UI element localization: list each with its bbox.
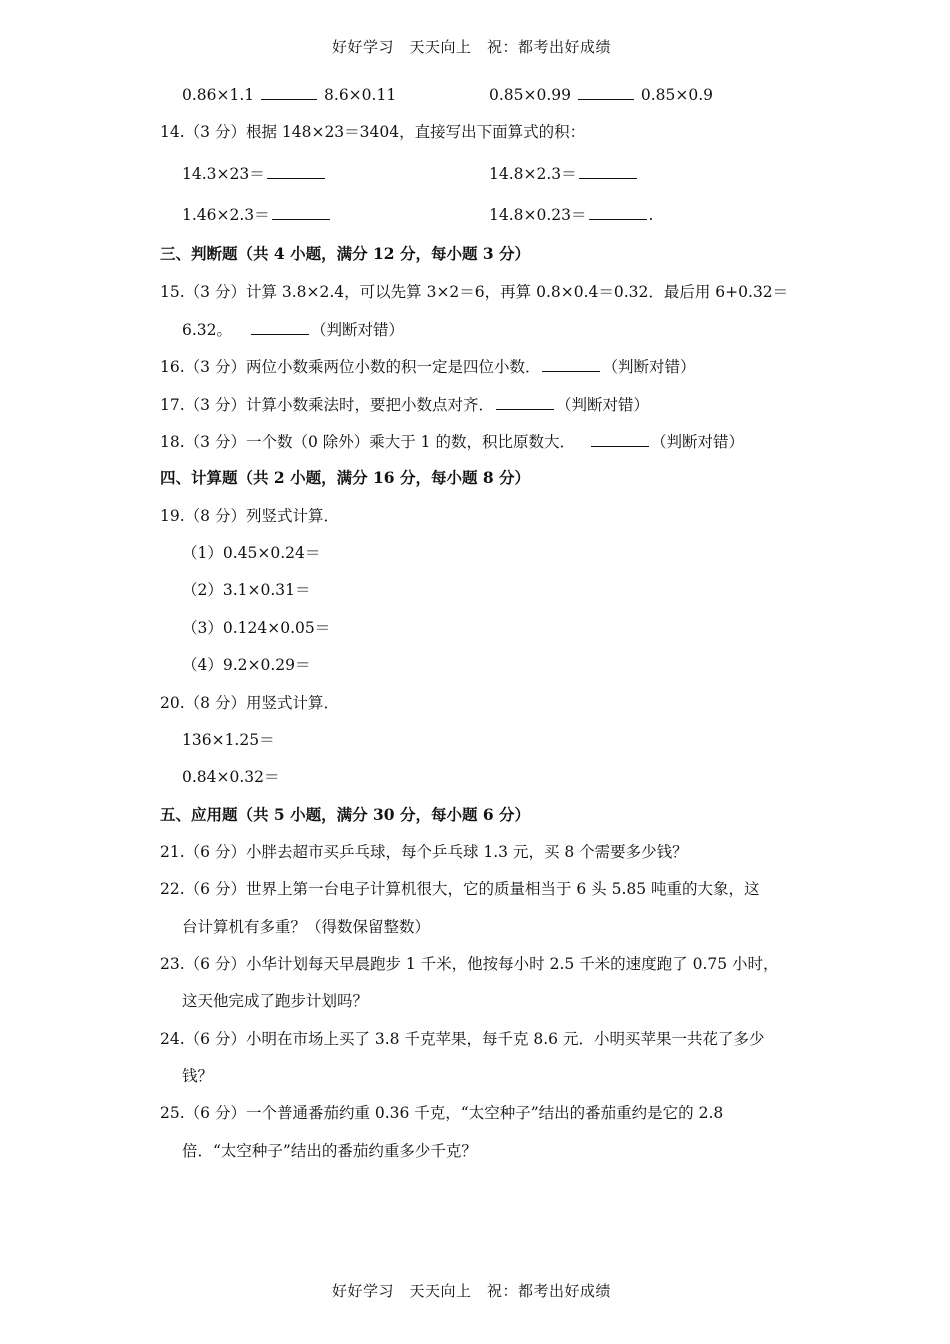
question-22-line-1: 22.（6 分）世界上第一台电子计算机很大，它的质量相当于 6 头 5.85 吨重的大象，这 [160,880,760,898]
section-5-heading: 五、应用题（共 5 小题，满分 30 分，每小题 6 分） [160,805,531,824]
q17-text: 17.（3 分）计算小数乘法时，要把小数点对齐． [160,396,494,414]
q14-part-d [489,204,653,225]
q18-tail: （判断对错） [650,433,744,451]
question-25-line-1: 25.（6 分）一个普通番茄约重 0.36 千克，“太空种子”结出的番茄重约是它的 2.8 [160,1104,724,1122]
q14-a-expr: 14.3×23＝ [182,165,265,183]
compare-2-left: 0.85×0.99 [489,86,572,104]
question-16 [160,356,695,377]
answer-blank[interactable] [591,431,649,447]
q14-part-a [182,163,327,184]
q19-item-4: （4）9.2×0.29＝ [182,656,311,674]
q20-item-1: 136×1.25＝ [182,731,275,749]
answer-blank[interactable] [496,394,554,410]
answer-blank[interactable] [267,163,325,179]
answer-blank[interactable] [579,163,637,179]
answer-blank[interactable] [272,204,330,220]
question-15-line-2 [182,319,404,340]
answer-blank[interactable] [261,84,317,100]
compare-2-right: 0.85×0.9 [640,86,714,104]
q14-b-expr: 14.8×2.3＝ [489,165,577,183]
question-15-line-1: 15.（3 分）计算 3.8×2.4，可以先算 3×2＝6，再算 0.8×0.4＝0.32．最后用 6+0.32＝ [160,283,789,301]
answer-blank[interactable] [578,84,634,100]
q17-tail: （判断对错） [555,396,649,414]
question-22-line-2: 台计算机有多重？（得数保留整数） [182,918,431,936]
q14-part-c [182,204,332,225]
answer-blank[interactable] [542,356,600,372]
q15-text: 6.32。 [182,321,233,339]
answer-blank[interactable] [589,204,647,220]
q20-item-2: 0.84×0.32＝ [182,768,280,786]
q14-part-b [489,163,639,184]
question-24-line-2: 钱？ [182,1067,214,1085]
compare-item-2 [489,84,713,105]
section-4-heading: 四、计算题（共 2 小题，满分 16 分，每小题 8 分） [160,468,531,487]
q15-tail: （判断对错） [310,321,404,339]
compare-1-left: 0.86×1.1 [182,86,255,104]
answer-blank[interactable] [251,319,309,335]
question-14: 14.（3 分）根据 148×23＝3404，直接写出下面算式的积： [160,123,586,141]
q14-c-expr: 1.46×2.3＝ [182,206,270,224]
q16-text: 16.（3 分）两位小数乘两位小数的积一定是四位小数． [160,358,541,376]
question-25-line-2: 倍．“太空种子”结出的番茄约重多少千克？ [182,1142,477,1160]
question-23-line-1: 23.（6 分）小华计划每天早晨跑步 1 千米，他按每小时 2.5 千米的速度跑了 0.75 小时， [160,955,779,973]
compare-item-1 [182,84,396,105]
section-3-heading: 三、判断题（共 4 小题，满分 12 分，每小题 3 分） [160,244,531,263]
q16-tail: （判断对错） [602,358,696,376]
question-23-line-2: 这天他完成了跑步计划吗？ [182,992,369,1010]
q19-item-3: （3）0.124×0.05＝ [182,619,331,637]
question-17 [160,394,649,415]
question-19: 19.（8 分）列竖式计算． [160,507,339,525]
page-footer: 好好学习 天天向上 祝：都考出好成绩 [332,1282,612,1300]
question-21: 21.（6 分）小胖去超市买乒乓球，每个乒乓球 1.3 元，买 8 个需要多少钱？ [160,843,688,861]
question-24-line-1: 24.（6 分）小明在市场上买了 3.8 千克苹果，每千克 8.6 元．小明买苹果一共花了多少 [160,1030,765,1048]
question-20: 20.（8 分）用竖式计算． [160,694,339,712]
q19-item-1: （1）0.45×0.24＝ [182,544,321,562]
page-header: 好好学习 天天向上 祝：都考出好成绩 [332,38,612,56]
q14-d-expr: 14.8×0.23＝ [489,206,587,224]
question-18 [160,431,744,452]
q19-item-2: （2）3.1×0.31＝ [182,581,311,599]
q14-d-period: . [648,206,654,224]
compare-1-right: 8.6×0.11 [324,86,397,104]
q18-text: 18.（3 分）一个数（0 除外）乘大于 1 的数，积比原数大． [160,433,575,451]
